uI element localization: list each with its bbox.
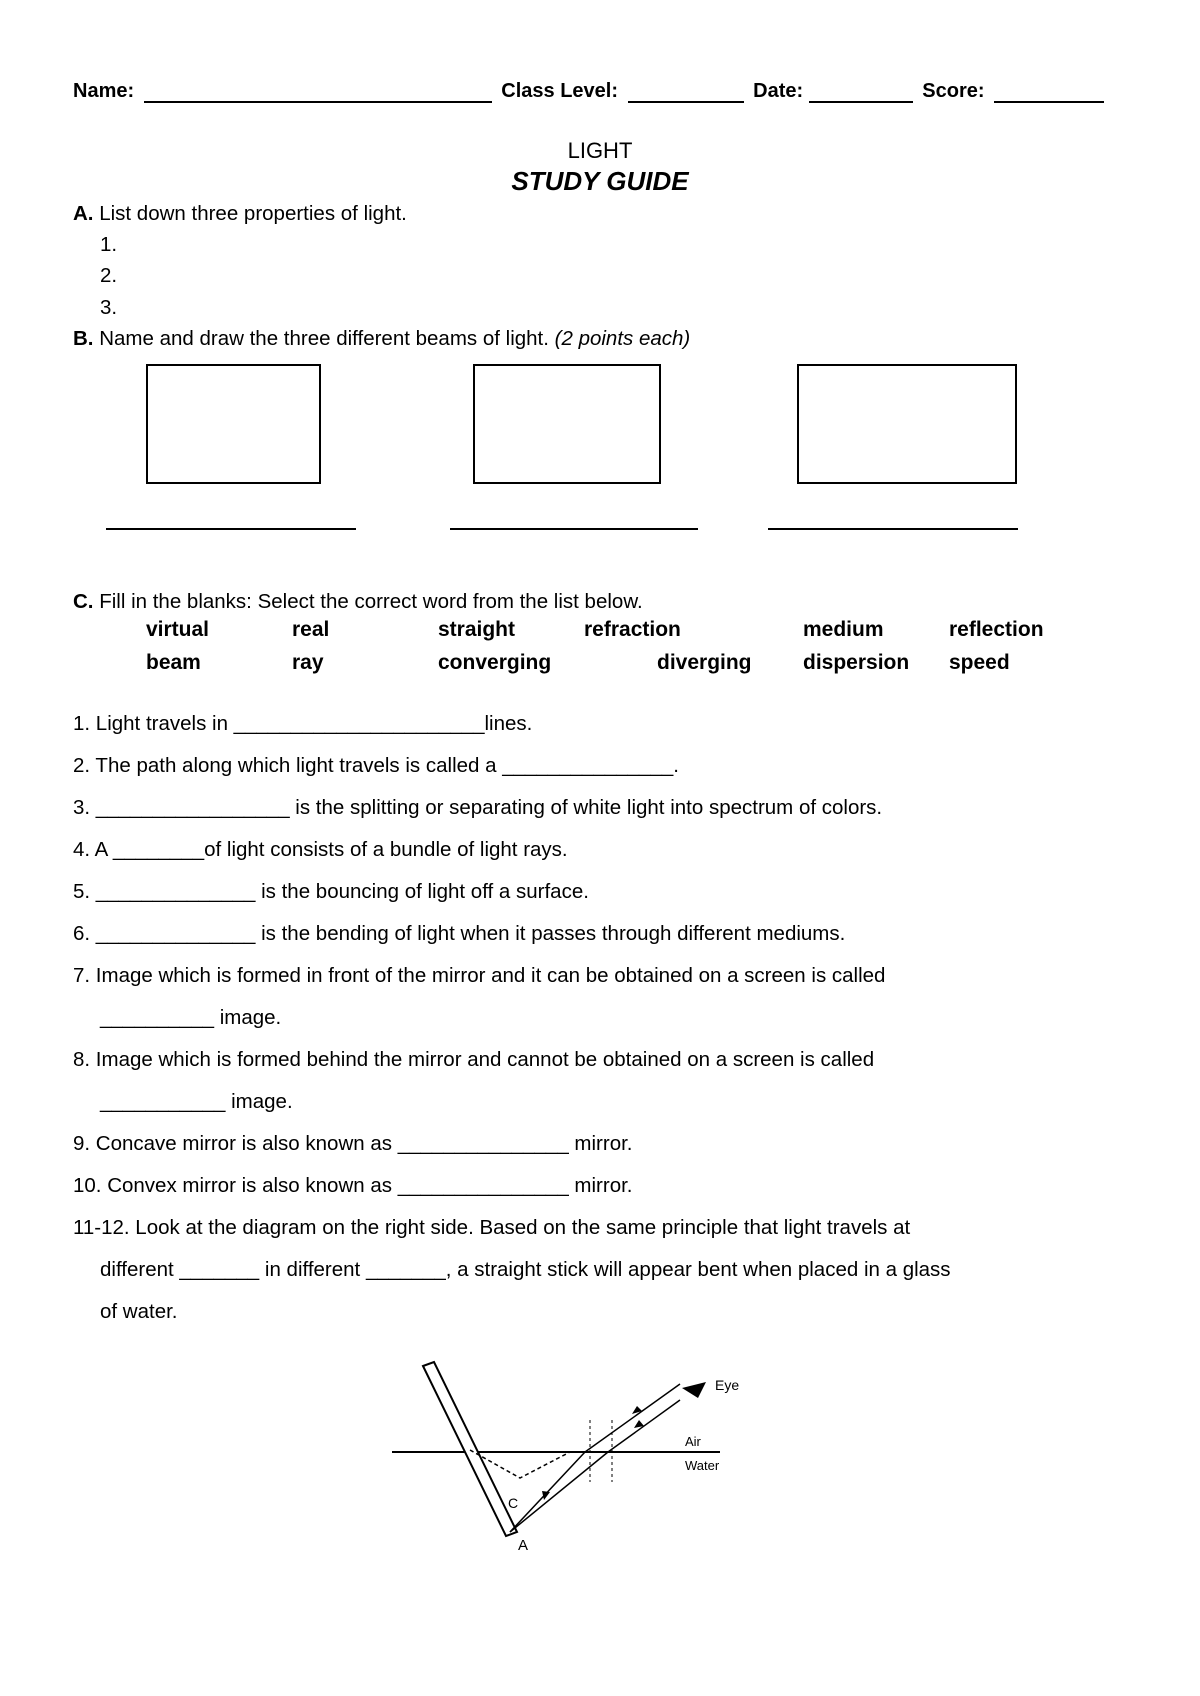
word-bank-item: real — [292, 618, 330, 641]
ray-arrow-3 — [542, 1491, 550, 1500]
section-b-prompt — [73, 327, 690, 351]
beam-name-line-3[interactable] — [768, 528, 1018, 530]
page-title: LIGHT — [567, 138, 633, 163]
eye-icon — [682, 1382, 706, 1398]
word-bank-item: ray — [292, 651, 324, 674]
question-7-line-1: 7. Image which is formed in front of the mirror and it can be obtained on a screen is called — [73, 964, 886, 987]
beam-drawing-box-3[interactable] — [797, 364, 1017, 484]
question-8-line-1: 8. Image which is formed behind the mirror and cannot be obtained on a screen is called — [73, 1048, 875, 1071]
word-bank-item: straight — [438, 618, 516, 641]
beam-name-line-2[interactable] — [450, 528, 698, 530]
name-label: Name: — [73, 80, 135, 102]
word-bank-item: beam — [146, 651, 201, 674]
student-info-header — [73, 80, 1113, 110]
question-9: 9. Concave mirror is also known as _______________ mirror. — [73, 1132, 633, 1155]
word-bank-item: refraction — [584, 618, 681, 641]
score-blank[interactable] — [994, 83, 1104, 103]
question-3: 3. _________________ is the splitting or separating of white light into spectrum of colors. — [73, 796, 883, 819]
section-b-letter: B. — [73, 327, 94, 350]
section-c-letter: C. — [73, 590, 94, 613]
question-7-line-2: __________ image. — [100, 1006, 282, 1029]
word-bank-item: virtual — [146, 618, 210, 641]
question-4: 4. A ________of light consists of a bundle of light rays. — [73, 838, 568, 861]
section-b-text: Name and draw the three different beams of light. — [99, 327, 549, 350]
word-bank-item: reflection — [949, 618, 1044, 641]
section-a-prompt — [73, 202, 407, 226]
point-a-label: A — [518, 1537, 529, 1554]
question-11-line-1: 11-12. Look at the diagram on the right side. Based on the same principle that light travels at — [73, 1216, 911, 1239]
eye-label: Eye — [715, 1377, 740, 1393]
ray-1-air — [585, 1384, 680, 1452]
question-5: 5. ______________ is the bouncing of light off a surface. — [73, 880, 589, 903]
beam-drawing-box-1[interactable] — [146, 364, 321, 484]
name-blank[interactable] — [144, 83, 492, 103]
question-1: 1. Light travels in ______________________lines. — [73, 712, 533, 735]
question-10: 10. Convex mirror is also known as _______________ mirror. — [73, 1174, 633, 1197]
section-c-text: Fill in the blanks: Select the correct word from the list below. — [99, 590, 643, 613]
class-level-blank[interactable] — [628, 83, 744, 103]
word-bank-item: medium — [803, 618, 884, 641]
date-label: Date: — [753, 80, 804, 102]
section-a-item-1: 1. — [100, 233, 118, 256]
beam-name-line-1[interactable] — [106, 528, 356, 530]
question-11-line-2: different _______ in different _______, a straight stick will appear bent when placed in a glass — [100, 1258, 951, 1281]
word-bank-item: diverging — [657, 651, 752, 674]
section-a-letter: A. — [73, 202, 94, 225]
question-11-line-3: of water. — [100, 1300, 178, 1323]
air-label: Air — [685, 1434, 701, 1449]
section-c-prompt — [73, 590, 643, 614]
score-label: Score: — [922, 80, 985, 102]
question-8-line-2: ___________ image. — [100, 1090, 293, 1113]
word-bank-item: converging — [438, 651, 552, 674]
question-2: 2. The path along which light travels is called a _______________. — [73, 754, 679, 777]
word-bank-item: speed — [949, 651, 1010, 674]
ray-2-water — [510, 1452, 608, 1532]
question-6: 6. ______________ is the bending of light when it passes through different mediums. — [73, 922, 846, 945]
page-subtitle: STUDY GUIDE — [511, 166, 689, 196]
water-label: Water — [685, 1458, 720, 1473]
date-blank[interactable] — [809, 83, 913, 103]
section-b-points: (2 points each) — [554, 327, 691, 350]
point-c-label: C — [508, 1495, 519, 1511]
stick-shape — [423, 1362, 517, 1536]
refraction-diagram — [380, 1360, 780, 1560]
class-level-label: Class Level: — [501, 80, 618, 102]
word-bank-item: dispersion — [803, 651, 910, 674]
section-a-item-2: 2. — [100, 264, 118, 287]
section-a-text: List down three properties of light. — [99, 202, 407, 225]
beam-drawing-box-2[interactable] — [473, 364, 661, 484]
section-a-item-3: 3. — [100, 296, 118, 319]
